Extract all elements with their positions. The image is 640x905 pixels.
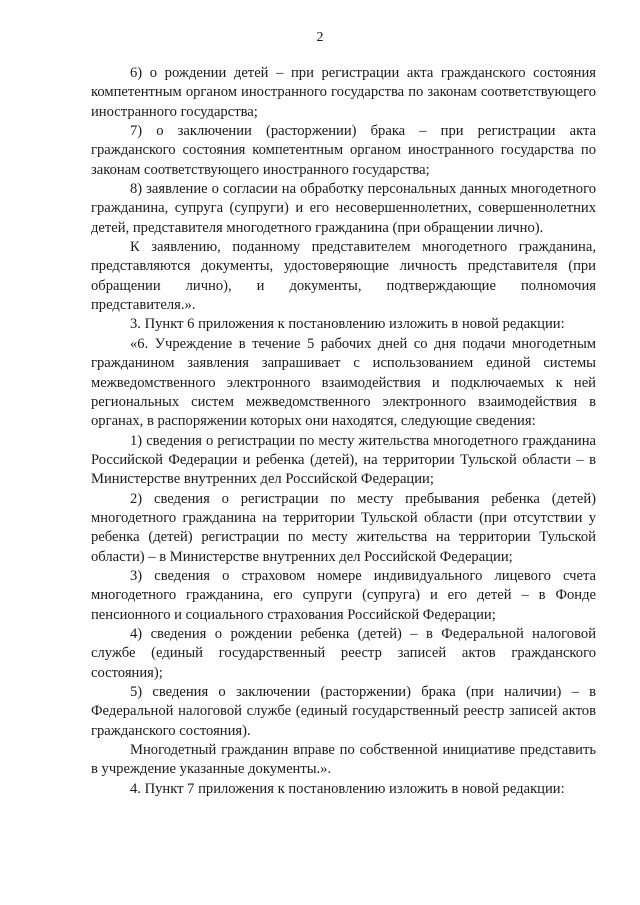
paragraph-subitem-5: 5) сведения о заключении (расторжении) брака (при наличии) – в Федеральной налоговой службе (единый государственный реестр записей актов гражданского состояния).: [91, 684, 596, 739]
paragraph-subitem-1: 1) сведения о регистрации по месту жительства многодетного гражданина Российской Федерации и ребенка (детей), на территории Тульской области – в Министерстве внутренних дел Российской Федерации;: [91, 432, 596, 488]
paragraph-representative-documents: К заявлению, поданному представителем многодетного гражданина, представляются документы, удостоверяющие личность представителя (при обращении лично), и документы, подтверждающие полномочия представителя.».: [91, 239, 596, 314]
paragraph-clause-4: 4. Пункт 7 приложения к постановлению изложить в новой редакции:: [130, 780, 565, 797]
paragraph-subitem-2: 2) сведения о регистрации по месту пребывания ребенка (детей) многодетного гражданина на территории Тульской области (при отсутствии у ребенка (детей) регистрации по месту жительства на территории Тульской области) – в Министерстве внутренних дел Российской Федерации;: [91, 490, 596, 565]
page-number: 2: [316, 30, 324, 45]
paragraph-subitem-4: 4) сведения о рождении ребенка (детей) – в Федеральной налоговой службе (единый государственный реестр записей актов гражданского состояния);: [91, 625, 596, 681]
document-body: [91, 64, 596, 799]
paragraph-subitem-3: 3) сведения о страховом номере индивидуального лицевого счета многодетного гражданина, его супруги (супруга) и его детей – в Фонде пенсионного и социального страхования Российской Федерации;: [91, 567, 596, 623]
paragraph-clause-3: 3. Пункт 6 приложения к постановлению изложить в новой редакции:: [130, 316, 565, 333]
paragraph-item-6-birth: 6) о рождении детей – при регистрации акта гражданского состояния компетентным органом иностранного государства по законам соответствующего иностранного государства;: [91, 65, 596, 120]
paragraph-item-8-consent: 8) заявление о согласии на обработку персональных данных многодетного гражданина, супруга (супруги) и его несовершеннолетних, совершеннолетних детей, представителя многодетного гражданина (при обращении лично).: [91, 181, 596, 236]
paragraph-item-7-marriage: 7) о заключении (расторжении) брака – при регистрации акта гражданского состояния компетентным органом иностранного государства по законам соответствующего иностранного государства;: [91, 123, 596, 178]
paragraph-point-6-intro: «6. Учреждение в течение 5 рабочих дней со дня подачи многодетным гражданином заявления запрашивает с использованием единой системы межведомственного электронного взаимодействия и подключаемых к ней региональных систем межведомственного электронного взаимодействия в органах, в распоряжении которых они находятся, следующие сведения:: [91, 335, 596, 430]
paragraph-own-initiative: Многодетный гражданин вправе по собственной инициативе представить в учреждение указанные документы.».: [91, 742, 596, 778]
